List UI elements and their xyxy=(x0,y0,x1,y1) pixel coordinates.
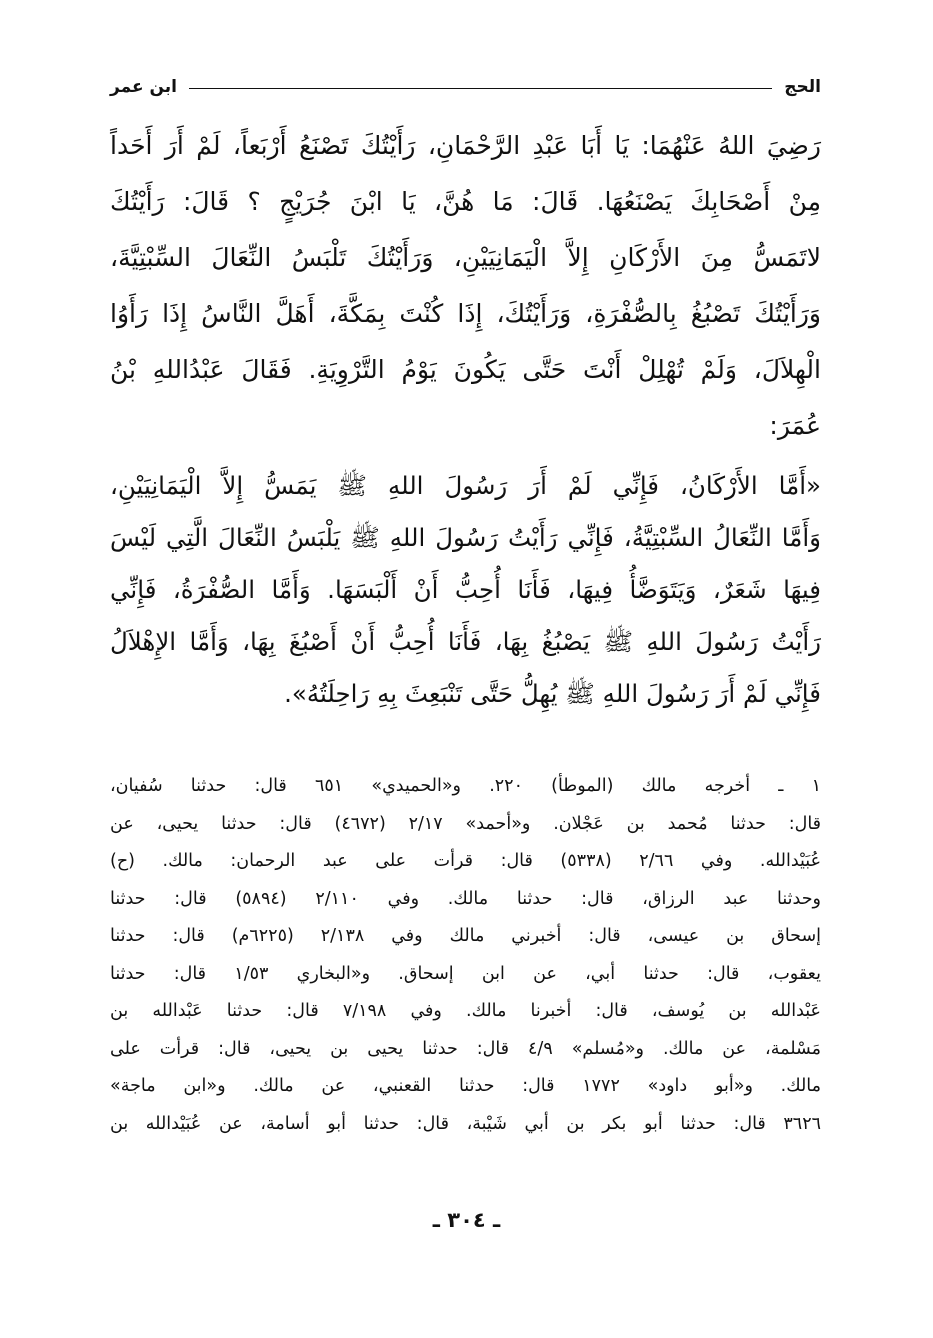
narrator-title: ابن عمر xyxy=(110,77,178,97)
quote-line: «أَمَّا الأَرْكَانُ، فَإِنِّي لَمْ أَرَ رَسُولَ اللهِ ﷺ يَمَسُّ إِلاَّ الْيَمَانِيَيْنِ، xyxy=(110,471,821,500)
hadith-quote xyxy=(110,460,821,720)
footnote-line: وحدثنا عبد الرزاق، قال: حدثنا مالك. وفي ٢/١١٠ (٥٨٩٤) قال: حدثنا xyxy=(110,888,821,909)
text-line: رَضِيَ اللهُ عَنْهُمَا: يَا أَبَا عَبْدِ الرَّحْمَانِ، رَأَيْتُكَ تَصْنَعُ أَرْبَعاً، لَمْ أَرَ أَحَداً xyxy=(110,131,821,160)
footnote-line: يعقوب، قال: حدثنا أبي، عن ابن إسحاق. و«البخاري ١/٥٣ قال: حدثنا xyxy=(110,963,821,984)
quote-line: وَأَمَّا النِّعَالُ السِّبْتِيَّةُ، فَإِنِّي رَأَيْتُ رَسُولَ اللهِ ﷺ يَلْبَسُ النِّعَالَ الَّتِي لَيْسَ xyxy=(110,523,821,552)
footnote-line: مالك. و«أبو داود» ١٧٧٢ قال: حدثنا القعنبي، عن مالك. و«ابن ماجة» xyxy=(110,1076,821,1096)
main-paragraph xyxy=(110,118,821,454)
footnote xyxy=(110,768,821,1143)
text-line: الْهِلاَلَ، وَلَمْ تُهْلِلْ أَنْتَ حَتَّى يَكُونَ يَوْمُ التَّرْوِيَةِ. فَقَالَ عَبْدُاللهِ بْنُ xyxy=(110,355,821,384)
chapter-title: الحج xyxy=(784,77,821,97)
footnote-line: إسحاق بن عيسى، قال: أخبرني مالك وفي ٢/١٣٨ (٦٢٢٥م) قال: حدثنا xyxy=(110,926,821,946)
quote-line: رَأَيْتُ رَسُولَ اللهِ ﷺ يَصْبُغُ بِهَا، فَأَنَا أُحِبُّ أَنْ أَصْبُغَ بِهَا، وَأَمَّا الإِهْلاَلُ xyxy=(110,627,821,656)
page-number: ـ ٣٠٤ ـ xyxy=(432,1208,501,1232)
footnote-line: ٣٦٢٦ قال: حدثنا أبو بكر بن أبي شَيْبة، قال: حدثنا أبو أسامة، عن عُبَيْدالله بن xyxy=(110,1113,821,1134)
header-rule xyxy=(189,88,772,89)
footnote-line: عُبَيْدالله. وفي ٢/٦٦ (٥٣٣٨) قال: قرأت على عبد الرحمان: مالك. (ح) xyxy=(110,851,822,871)
text-line: مِنْ أَصْحَابِكَ يَصْنَعُهَا. قَالَ: مَا هُنَّ، يَا ابْنَ جُرَيْجٍ ؟ قَالَ: رَأَيْتُكَ xyxy=(110,187,821,216)
footnote-line: ١ ـ أخرجه مالك (الموطأ) ٢٢٠. و«الحميدي» ٦٥١ قال: حدثنا سُفيان، xyxy=(110,776,822,796)
footnote-line: عَبْدالله بن يُوسف، قال: أخبرنا مالك. وفي ٧/١٩٨ قال: حدثنا عَبْدالله بن xyxy=(110,1001,821,1021)
quote-line: فَإِنِّي لَمْ أَرَ رَسُولَ اللهِ ﷺ يُهِلُّ حَتَّى تَنْبَعِثَ بِهِ رَاحِلَتُهُ». xyxy=(284,679,821,708)
footnote-line: مَسْلمة، عن مالك. و«مُسلم» ٤/٩ قال: حدثنا يحيى بن يحيى، قال: قرأت على xyxy=(110,1038,821,1059)
text-line: لاتَمَسُّ مِنَ الأَرْكَانِ إِلاَّ الْيَمَانِيَيْنِ، وَرَأَيْتُكَ تَلْبَسُ النِّعَالَ السِّبْتِيَّةَ، xyxy=(110,243,821,272)
text-line: وَرَأَيْتُكَ تَصْبُغُ بِالصُّفْرَةِ، وَرَأَيْتُكَ، إِذَا كُنْتَ بِمَكَّةَ، أَهَلَّ النَّاسُ إِذَا رَأَوُا xyxy=(110,299,821,328)
footnote-line: قال: حدثنا مُحمد بن عَجْلان. و«أحمد» ٢/١٧ (٤٦٧٢) قال: حدثنا يحيى، عن xyxy=(110,813,822,834)
running-header xyxy=(110,74,821,100)
text-line: عُمَرَ: xyxy=(769,411,821,440)
quote-line: فِيهَا شَعَرٌ، وَيَتَوَضَّأُ فِيهَا، فَأَنَا أُحِبُّ أَنْ أَلْبَسَهَا. وَأَمَّا الصُّفْرَةُ، فَإِنِّي xyxy=(110,575,821,604)
